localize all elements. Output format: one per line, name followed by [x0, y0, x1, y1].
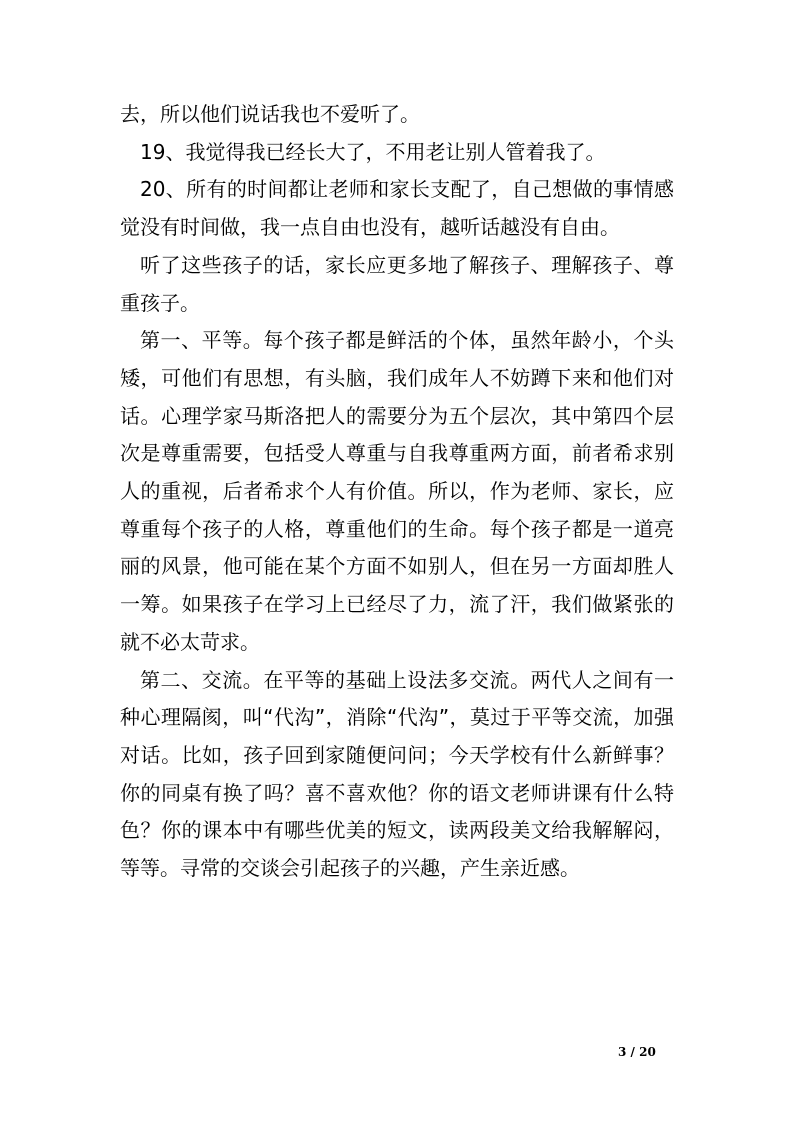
paragraph-summary: 听了这些孩子的话，家长应更多地了解孩子、理解孩子、尊重孩子。 — [120, 252, 674, 315]
paragraph-item-19: 19、我觉得我已经长大了，不用老让别人管着我了。 — [140, 139, 606, 164]
page-number: 3 / 20 — [618, 1045, 656, 1059]
paragraph-communication: 第二、交流。在平等的基础上设法多交流。两代人之间有一种心理隔阂，叫“代沟”，消除“代沟”，莫过于平等交流，加强对话。比如，孩子回到家随便问问；今天学校有什么新鲜事？你的同桌有换了吗？喜不喜欢他？你的语文老师讲课有什么特色？你的课本中有哪些优美的短文，读两段美文给我解解闷，等等。寻常的交谈会引起孩子的兴趣，产生亲近感。 — [120, 667, 674, 881]
paragraph-continuation: 去，所以他们说话我也不爱听了。 — [120, 102, 420, 126]
document-body — [120, 96, 674, 888]
paragraph-item-20: 20、所有的时间都让老师和家长支配了，自己想做的事情感觉没有时间做，我一点自由也没有，越听话越没有自由。 — [120, 177, 674, 240]
paragraph-equality: 第一、平等。每个孩子都是鲜活的个体，虽然年龄小，个头矮，可他们有思想，有头脑，我们成年人不妨蹲下来和他们对话。心理学家马斯洛把人的需要分为五个层次，其中第四个层次是尊重需要，包括受人尊重与自我尊重两方面，前者希求别人的重视，后者希求个人有价值。所以，作为老师、家长，应尊重每个孩子的人格，尊重他们的生命。每个孩子都是一道亮丽的风景，他可能在某个方面不如别人，但在另一方面却胜人一筹。如果孩子在学习上已经尽了力，流了汗，我们做紧张的就不必太苛求。 — [120, 328, 674, 654]
